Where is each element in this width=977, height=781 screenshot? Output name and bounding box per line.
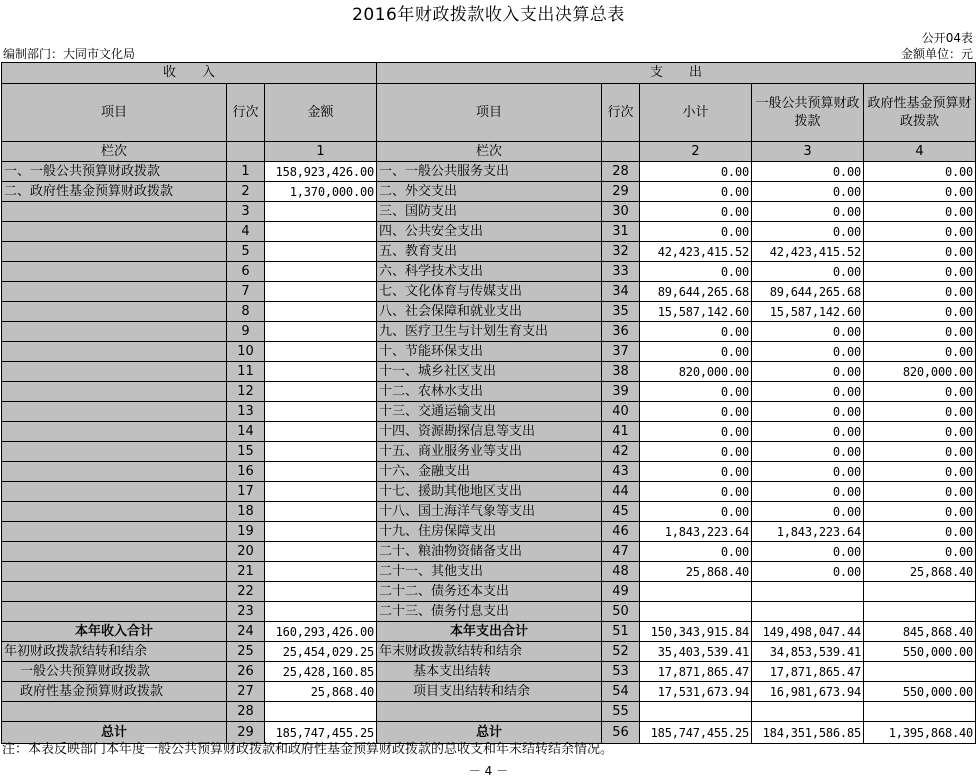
expense-item: 十、节能环保支出 [377,342,602,362]
income-line-number: 23 [227,602,265,622]
income-amount[interactable]: 1,370,000.00 [265,182,377,202]
expense-subtotal[interactable]: 0.00 [640,342,752,362]
table-row [2,402,976,422]
data-rows [2,162,976,622]
expense-project-carryover-general[interactable]: 16,981,673.94 [752,682,864,702]
header-general-budget: 一般公共预算财政拨款 [752,84,864,142]
table-row [2,162,976,182]
blank-cell[interactable] [864,702,976,722]
expense-item: 二十二、债务还本支出 [377,582,602,602]
expense-subtotal[interactable] [640,582,752,602]
income-item [2,322,227,342]
expense-subtotal[interactable]: 89,644,265.68 [640,282,752,302]
expense-basic-carryover-subtotal[interactable]: 17,871,865.47 [640,662,752,682]
income-item [2,342,227,362]
expense-item: 七、文化体育与传媒支出 [377,282,602,302]
expense-item: 一、一般公共服务支出 [377,162,602,182]
income-item [2,382,227,402]
expense-project-carryover-gov[interactable]: 550,000.00 [864,682,976,702]
expense-item: 十四、资源勘探信息等支出 [377,422,602,442]
income-item [2,502,227,522]
expense-line-number: 41 [602,422,640,442]
expense-gov-fund[interactable]: 0.00 [864,402,976,422]
income-line-number: 12 [227,382,265,402]
income-amount[interactable] [265,442,377,462]
expense-end-balance-general[interactable]: 34,853,539.41 [752,642,864,662]
table-row [2,342,976,362]
expense-basic-carryover-label: 基本支出结转 [377,662,602,682]
expense-subtotal[interactable]: 0.00 [640,542,752,562]
expense-gov-fund[interactable]: 0.00 [864,542,976,562]
expense-gov-fund[interactable]: 0.00 [864,262,976,282]
expense-subtotal[interactable]: 15,587,142.60 [640,302,752,322]
expense-item: 四、公共安全支出 [377,222,602,242]
expense-general-budget[interactable]: 0.00 [752,502,864,522]
expense-line-number: 48 [602,562,640,582]
expense-subtotal[interactable]: 0.00 [640,442,752,462]
income-item [2,522,227,542]
table-row [2,242,976,262]
income-item [2,222,227,242]
expense-grand-total-label: 总计 [377,722,602,744]
expense-gov-fund[interactable]: 0.00 [864,242,976,262]
expense-gov-fund[interactable]: 820,000.00 [864,362,976,382]
expense-gov-fund[interactable]: 0.00 [864,302,976,322]
income-line-number: 15 [227,442,265,462]
income-item [2,582,227,602]
income-line-number: 16 [227,462,265,482]
expense-item: 二、外交支出 [377,182,602,202]
income-line-number: 5 [227,242,265,262]
expense-grand-total-general[interactable]: 184,351,586.85 [752,722,864,744]
expense-general-budget[interactable]: 42,423,415.52 [752,242,864,262]
expense-gov-fund[interactable]: 0.00 [864,482,976,502]
income-item [2,462,227,482]
expense-subtotal[interactable]: 0.00 [640,162,752,182]
blank-cell[interactable] [752,702,864,722]
table-row [2,522,976,542]
expense-general-budget[interactable]: 0.00 [752,362,864,382]
income-line-number: 10 [227,342,265,362]
expense-general-budget[interactable]: 0.00 [752,262,864,282]
expense-subtotal[interactable]: 820,000.00 [640,362,752,382]
column-number-1: 1 [265,142,377,162]
expense-total-general[interactable]: 149,498,047.44 [752,622,864,642]
header-income-line: 行次 [227,84,265,142]
expense-general-budget[interactable]: 15,587,142.60 [752,302,864,322]
expense-subtotal[interactable]: 0.00 [640,422,752,442]
header-subtotal: 小计 [640,84,752,142]
unit-label: 金额单位：元 [900,47,973,61]
expense-line-number: 42 [602,442,640,462]
table-row [2,442,976,462]
expense-subtotal[interactable]: 0.00 [640,322,752,342]
income-amount[interactable] [265,482,377,502]
income-item [2,262,227,282]
income-amount[interactable] [265,522,377,542]
table-row [2,362,976,382]
income-line-number: 4 [227,222,265,242]
income-amount[interactable] [265,562,377,582]
expense-line-number: 31 [602,222,640,242]
income-amount[interactable] [265,402,377,422]
expense-general-budget[interactable]: 0.00 [752,442,864,462]
expense-subtotal[interactable]: 0.00 [640,182,752,202]
income-amount[interactable] [265,362,377,382]
table-row [2,222,976,242]
income-item [2,562,227,582]
expense-subtotal[interactable] [640,602,752,622]
expense-line-number: 36 [602,322,640,342]
income-amount[interactable]: 158,923,426.00 [265,162,377,182]
budget-table [1,62,976,744]
column-number-3: 3 [752,142,864,162]
income-item [2,282,227,302]
income-grand-total-label: 总计 [2,722,227,744]
expense-general-budget[interactable] [752,582,864,602]
income-item: 二、政府性基金预算财政拨款 [2,182,227,202]
expense-grand-total-subtotal[interactable]: 185,747,455.25 [640,722,752,744]
expense-subtotal[interactable]: 25,868.40 [640,562,752,582]
expense-gov-fund[interactable]: 0.00 [864,162,976,182]
line-number: 56 [602,722,640,744]
expense-gov-fund[interactable]: 0.00 [864,502,976,522]
expense-general-budget[interactable]: 0.00 [752,222,864,242]
expense-total-gov[interactable]: 845,868.40 [864,622,976,642]
income-amount[interactable] [265,242,377,262]
expense-line-number: 39 [602,382,640,402]
expense-project-carryover-subtotal[interactable]: 17,531,673.94 [640,682,752,702]
income-amount[interactable] [265,382,377,402]
expense-grand-total-gov[interactable]: 1,395,868.40 [864,722,976,744]
expense-gov-fund[interactable]: 25,868.40 [864,562,976,582]
table-row [2,282,976,302]
income-amount[interactable] [265,202,377,222]
income-total-label: 本年收入合计 [2,622,227,642]
income-line-number: 22 [227,582,265,602]
expense-general-budget[interactable]: 0.00 [752,462,864,482]
income-total-amount[interactable]: 160,293,426.00 [265,622,377,642]
expense-general-budget[interactable]: 89,644,265.68 [752,282,864,302]
income-gov-carryover-amount[interactable]: 25,868.40 [265,682,377,702]
expense-general-budget[interactable]: 0.00 [752,162,864,182]
page-number: － 4 － [468,764,509,778]
line-number: 29 [227,722,265,744]
expense-line-number: 32 [602,242,640,262]
income-amount[interactable] [265,262,377,282]
expense-line-number: 30 [602,202,640,222]
header-expense-line: 行次 [602,84,640,142]
income-line-number: 14 [227,422,265,442]
expense-line-number: 49 [602,582,640,602]
expense-subtotal[interactable]: 0.00 [640,502,752,522]
header-income-item: 项目 [2,84,227,142]
income-amount[interactable] [265,422,377,442]
income-line-number: 8 [227,302,265,322]
expense-subtotal[interactable]: 0.00 [640,462,752,482]
income-line-number: 19 [227,522,265,542]
column-number-4: 4 [864,142,976,162]
expense-gov-fund[interactable]: 0.00 [864,202,976,222]
expense-gov-fund[interactable]: 0.00 [864,522,976,542]
table-row [2,482,976,502]
income-amount[interactable] [265,302,377,322]
expense-total-subtotal[interactable]: 150,343,915.84 [640,622,752,642]
income-amount[interactable] [265,602,377,622]
income-line-number: 18 [227,502,265,522]
income-amount[interactable] [265,322,377,342]
expense-general-budget[interactable]: 0.00 [752,482,864,502]
table-row [2,422,976,442]
expense-subtotal[interactable]: 0.00 [640,402,752,422]
income-line-number: 11 [227,362,265,382]
income-item [2,302,227,322]
expense-item: 十七、援助其他地区支出 [377,482,602,502]
expense-gov-fund[interactable]: 0.00 [864,462,976,482]
expense-item: 十一、城乡社区支出 [377,362,602,382]
income-item [2,402,227,422]
table-row [2,202,976,222]
column-label-income: 栏次 [2,142,227,162]
expense-line-number: 45 [602,502,640,522]
income-line-number: 6 [227,262,265,282]
income-amount[interactable] [265,542,377,562]
expense-general-budget[interactable]: 0.00 [752,342,864,362]
income-grand-total-amount[interactable]: 185,747,455.25 [265,722,377,744]
income-begin-balance-amount[interactable]: 25,454,029.25 [265,642,377,662]
income-line-number: 7 [227,282,265,302]
income-item [2,362,227,382]
expense-item: 二十三、债务付息支出 [377,602,602,622]
income-line-number: 1 [227,162,265,182]
expense-line-number: 34 [602,282,640,302]
expense-item: 八、社会保障和就业支出 [377,302,602,322]
income-item [2,602,227,622]
expense-line-number: 38 [602,362,640,382]
expense-line-number: 50 [602,602,640,622]
expense-general-budget[interactable]: 1,843,223.64 [752,522,864,542]
line-number: 54 [602,682,640,702]
income-line-number: 17 [227,482,265,502]
expense-basic-carryover-general[interactable]: 17,871,865.47 [752,662,864,682]
income-line-number: 20 [227,542,265,562]
income-amount[interactable] [265,342,377,362]
expense-project-carryover-label: 项目支出结转和结余 [377,682,602,702]
header-gov-fund: 政府性基金预算财政拨款 [864,84,976,142]
table-row [2,502,976,522]
expense-line-number: 29 [602,182,640,202]
table-row [2,542,976,562]
department-label: 编制部门：大同市文化局 [3,47,136,61]
line-number: 24 [227,622,265,642]
income-general-carryover-amount[interactable]: 25,428,160.85 [265,662,377,682]
income-item [2,422,227,442]
expense-general-budget[interactable]: 0.00 [752,182,864,202]
expense-item: 五、教育支出 [377,242,602,262]
blank-cell [377,702,602,722]
section-expense-header: 支 出 [377,63,976,84]
income-general-carryover-label: 一般公共预算财政拨款 [2,662,227,682]
expense-item: 十八、国土海洋气象等支出 [377,502,602,522]
blank-cell[interactable] [640,702,752,722]
expense-item: 三、国防支出 [377,202,602,222]
expense-item: 十六、金融支出 [377,462,602,482]
expense-item: 十九、住房保障支出 [377,522,602,542]
expense-general-budget[interactable]: 0.00 [752,202,864,222]
income-begin-balance-label: 年初财政拨款结转和结余 [2,642,227,662]
income-item [2,542,227,562]
expense-line-number: 40 [602,402,640,422]
expense-gov-fund[interactable] [864,602,976,622]
income-line-number: 13 [227,402,265,422]
line-number: 27 [227,682,265,702]
expense-general-budget[interactable]: 0.00 [752,422,864,442]
line-number: 53 [602,662,640,682]
blank-cell[interactable] [265,702,377,722]
expense-item: 二十、粮油物资储备支出 [377,542,602,562]
expense-gov-fund[interactable]: 0.00 [864,322,976,342]
expense-end-balance-subtotal[interactable]: 35,403,539.41 [640,642,752,662]
expense-general-budget[interactable]: 0.00 [752,382,864,402]
expense-line-number: 28 [602,162,640,182]
expense-line-number: 46 [602,522,640,542]
report-title: 2016年财政拨款收入支出决算总表 [352,5,625,25]
table-row [2,562,976,582]
income-amount[interactable] [265,282,377,302]
expense-gov-fund[interactable]: 0.00 [864,422,976,442]
line-number: 52 [602,642,640,662]
table-row [2,462,976,482]
expense-gov-fund[interactable]: 0.00 [864,222,976,242]
expense-subtotal[interactable]: 1,843,223.64 [640,522,752,542]
expense-item: 十二、农林水支出 [377,382,602,402]
table-row [2,602,976,622]
table-row [2,182,976,202]
income-item [2,202,227,222]
column-blank [602,142,640,162]
column-blank [227,142,265,162]
expense-subtotal[interactable]: 42,423,415.52 [640,242,752,262]
expense-general-budget[interactable]: 0.00 [752,562,864,582]
expense-line-number: 44 [602,482,640,502]
income-amount[interactable] [265,502,377,522]
expense-line-number: 33 [602,262,640,282]
expense-gov-fund[interactable]: 0.00 [864,182,976,202]
table-code: 公开04表 [921,31,973,45]
expense-end-balance-label: 年末财政拨款结转和结余 [377,642,602,662]
expense-item: 九、医疗卫生与计划生育支出 [377,322,602,342]
expense-gov-fund[interactable]: 0.00 [864,342,976,362]
table-row [2,322,976,342]
income-line-number: 21 [227,562,265,582]
expense-total-label: 本年支出合计 [377,622,602,642]
income-line-number: 9 [227,322,265,342]
line-number: 25 [227,642,265,662]
expense-general-budget[interactable] [752,602,864,622]
income-item [2,482,227,502]
blank-cell [2,702,227,722]
income-item [2,242,227,262]
table-body [2,63,976,162]
expense-general-budget[interactable]: 0.00 [752,402,864,422]
income-item [2,442,227,462]
expense-gov-fund[interactable]: 0.00 [864,382,976,402]
expense-general-budget[interactable]: 0.00 [752,322,864,342]
expense-item: 十三、交通运输支出 [377,402,602,422]
table-row [2,302,976,322]
income-line-number: 3 [227,202,265,222]
expense-gov-fund[interactable]: 0.00 [864,282,976,302]
header-income-amount: 金额 [265,84,377,142]
expense-line-number: 35 [602,302,640,322]
column-number-2: 2 [640,142,752,162]
expense-gov-fund[interactable] [864,582,976,602]
header-expense-item: 项目 [377,84,602,142]
expense-line-number: 43 [602,462,640,482]
income-item: 一、一般公共预算财政拨款 [2,162,227,182]
expense-end-balance-gov[interactable]: 550,000.00 [864,642,976,662]
income-amount[interactable] [265,582,377,602]
expense-item: 十五、商业服务业等支出 [377,442,602,462]
expense-subtotal[interactable]: 0.00 [640,482,752,502]
expense-basic-carryover-gov[interactable] [864,662,976,682]
expense-line-number: 47 [602,542,640,562]
income-amount[interactable] [265,462,377,482]
line-number: 28 [227,702,265,722]
line-number: 55 [602,702,640,722]
summary-rows [2,622,976,744]
line-number: 26 [227,662,265,682]
expense-subtotal[interactable]: 0.00 [640,222,752,242]
expense-subtotal[interactable]: 0.00 [640,382,752,402]
expense-gov-fund[interactable]: 0.00 [864,442,976,462]
expense-item: 六、科学技术支出 [377,262,602,282]
expense-general-budget[interactable]: 0.00 [752,542,864,562]
expense-line-number: 37 [602,342,640,362]
section-income-header: 收 入 [2,63,377,84]
table-row [2,382,976,402]
line-number: 51 [602,622,640,642]
expense-subtotal[interactable]: 0.00 [640,202,752,222]
expense-item: 二十一、其他支出 [377,562,602,582]
income-amount[interactable] [265,222,377,242]
income-line-number: 2 [227,182,265,202]
table-row [2,262,976,282]
table-row [2,582,976,602]
column-label-expense: 栏次 [377,142,602,162]
footnote: 注：本表反映部门本年度一般公共预算财政拨款和政府性基金预算财政拨款的总收支和年末结转结余情况。 [2,742,614,757]
income-gov-carryover-label: 政府性基金预算财政拨款 [2,682,227,702]
expense-subtotal[interactable]: 0.00 [640,262,752,282]
